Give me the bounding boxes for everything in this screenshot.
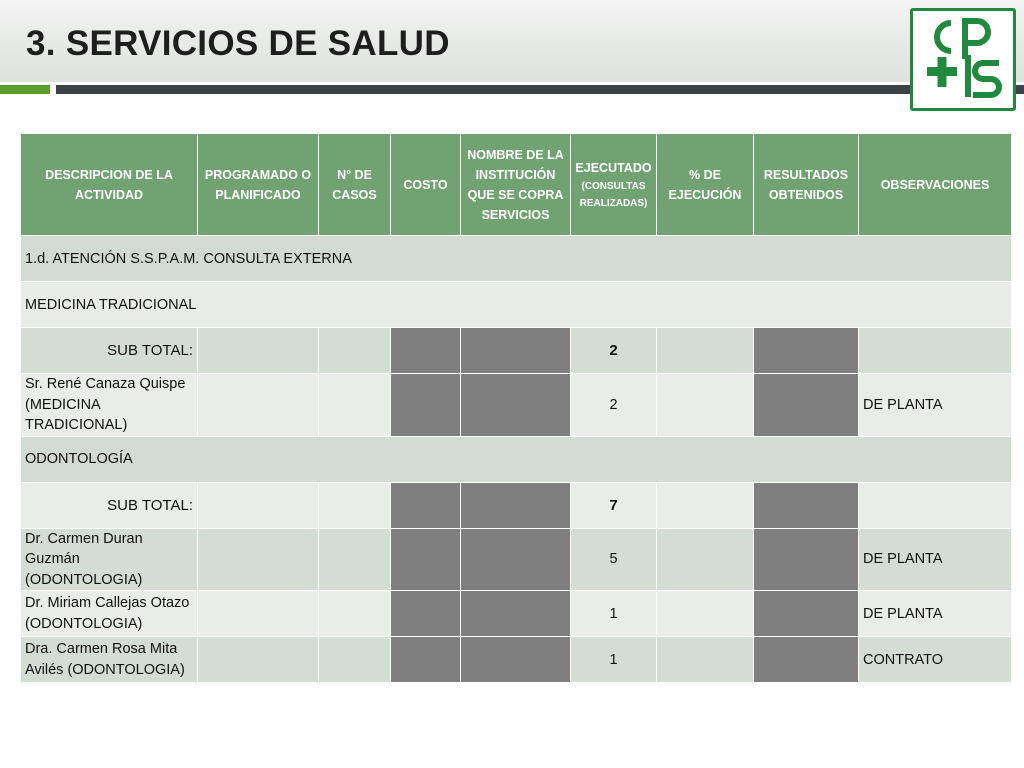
table-header-row bbox=[21, 134, 1011, 235]
cell-observaciones bbox=[859, 483, 1011, 528]
row-ejecutado: 1 bbox=[571, 637, 656, 682]
row-observaciones: DE PLANTA bbox=[859, 529, 1011, 591]
cell-costo bbox=[391, 637, 460, 682]
col-header-descripcion: DESCRIPCION DE LA ACTIVIDAD bbox=[21, 134, 197, 235]
cell-nombre bbox=[461, 483, 570, 528]
subtotal-row-medicina bbox=[21, 328, 1011, 373]
cell-porcentaje bbox=[657, 374, 753, 436]
cell-casos bbox=[319, 483, 390, 528]
subtotal-row-odontologia bbox=[21, 483, 1011, 528]
cell-programado bbox=[198, 483, 318, 528]
cell-casos bbox=[319, 328, 390, 373]
row-description: Dra. Carmen Rosa Mita Avilés (ODONTOLOGIA) bbox=[21, 637, 197, 682]
section-row-main bbox=[21, 236, 1011, 281]
col-header-resultados: RESULTADOS OBTENIDOS bbox=[754, 134, 858, 235]
row-ejecutado: 1 bbox=[571, 591, 656, 636]
cell-porcentaje bbox=[657, 529, 753, 591]
row-description: Dr. Carmen Duran Guzmán (ODONTOLOGIA) bbox=[21, 529, 197, 591]
cell-nombre bbox=[461, 591, 570, 636]
page-title: 3. SERVICIOS DE SALUD bbox=[26, 24, 450, 63]
col-header-ejecutado bbox=[571, 134, 656, 235]
accent-rule-dark bbox=[56, 85, 1024, 94]
cell-costo bbox=[391, 529, 460, 591]
cps-logo-icon bbox=[913, 11, 1013, 108]
cps-logo bbox=[910, 8, 1016, 111]
row-observaciones: DE PLANTA bbox=[859, 591, 1011, 636]
col-header-costo: COSTO bbox=[391, 134, 460, 235]
col-header-programado: PROGRAMADO O PLANIFICADO bbox=[198, 134, 318, 235]
row-ejecutado: 2 bbox=[571, 374, 656, 436]
col-header-ejecutado-note: (CONSULTAS REALIZADAS) bbox=[579, 180, 648, 209]
cell-programado bbox=[198, 591, 318, 636]
subtotal-label: SUB TOTAL: bbox=[21, 328, 197, 373]
cell-programado bbox=[198, 328, 318, 373]
row-ejecutado: 5 bbox=[571, 529, 656, 591]
col-header-observaciones: OBSERVACIONES bbox=[859, 134, 1011, 235]
cell-programado bbox=[198, 374, 318, 436]
subtotal-value: 2 bbox=[571, 328, 656, 373]
cell-casos bbox=[319, 529, 390, 591]
cell-costo bbox=[391, 591, 460, 636]
cell-porcentaje bbox=[657, 637, 753, 682]
row-description: Sr. René Canaza Quispe (MEDICINA TRADICIONAL) bbox=[21, 374, 197, 436]
col-header-casos: N° DE CASOS bbox=[319, 134, 390, 235]
section-title-medicina: MEDICINA TRADICIONAL bbox=[21, 282, 1011, 327]
cell-porcentaje bbox=[657, 591, 753, 636]
cell-nombre bbox=[461, 529, 570, 591]
cell-casos bbox=[319, 591, 390, 636]
cell-resultados bbox=[754, 591, 858, 636]
table-row bbox=[21, 529, 1011, 591]
cell-casos bbox=[319, 637, 390, 682]
cell-programado bbox=[198, 637, 318, 682]
row-observaciones: CONTRATO bbox=[859, 637, 1011, 682]
cell-costo bbox=[391, 483, 460, 528]
cell-nombre bbox=[461, 374, 570, 436]
cell-resultados bbox=[754, 529, 858, 591]
cell-porcentaje bbox=[657, 328, 753, 373]
cell-casos bbox=[319, 374, 390, 436]
cell-nombre bbox=[461, 637, 570, 682]
subtotal-value: 7 bbox=[571, 483, 656, 528]
cell-programado bbox=[198, 529, 318, 591]
cell-resultados bbox=[754, 328, 858, 373]
cell-costo bbox=[391, 328, 460, 373]
col-header-ejecutado-label: EJECUTADO bbox=[575, 160, 652, 175]
section-title-main: 1.d. ATENCIÓN S.S.P.A.M. CONSULTA EXTERNA bbox=[21, 236, 1011, 281]
row-description: Dr. Miriam Callejas Otazo (ODONTOLOGIA) bbox=[21, 591, 197, 636]
section-row-odontologia bbox=[21, 437, 1011, 482]
table-row bbox=[21, 591, 1011, 636]
cell-costo bbox=[391, 374, 460, 436]
cell-resultados bbox=[754, 483, 858, 528]
subtotal-label: SUB TOTAL: bbox=[21, 483, 197, 528]
table-row bbox=[21, 637, 1011, 682]
section-title-odontologia: ODONTOLOGÍA bbox=[21, 437, 1011, 482]
servicios-table bbox=[20, 133, 1012, 683]
cell-resultados bbox=[754, 374, 858, 436]
cell-resultados bbox=[754, 637, 858, 682]
accent-rule-green bbox=[0, 85, 50, 94]
cell-observaciones bbox=[859, 328, 1011, 373]
row-observaciones: DE PLANTA bbox=[859, 374, 1011, 436]
cell-porcentaje bbox=[657, 483, 753, 528]
section-row-medicina bbox=[21, 282, 1011, 327]
table-row bbox=[21, 374, 1011, 436]
col-header-nombre: NOMBRE DE LA INSTITUCIÓN QUE SE COPRA SERVICIOS bbox=[461, 134, 570, 235]
cell-nombre bbox=[461, 328, 570, 373]
col-header-porcentaje: % DE EJECUCIÓN bbox=[657, 134, 753, 235]
